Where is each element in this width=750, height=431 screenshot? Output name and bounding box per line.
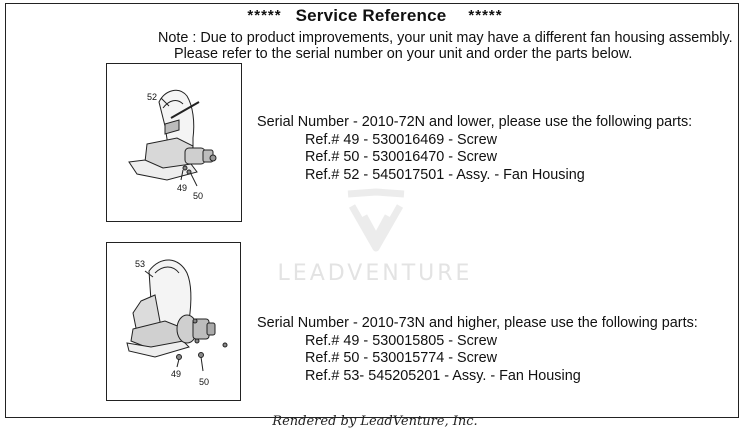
callout-49-b: 49 (171, 369, 182, 379)
fan-housing-diagram-old (106, 63, 242, 222)
part-row: Ref.# 49 - 530016469 - Screw (305, 131, 497, 148)
fan-housing-diagram-new (106, 242, 241, 401)
part-row: Ref.# 50 - 530016470 - Screw (305, 149, 497, 165)
callout-49-a: 49 (177, 183, 188, 193)
footer-credit: Rendered by LeadVenture, Inc. (272, 414, 478, 429)
serial-heading-old: Serial Number - 2010-72N and lower, please use the following parts: (257, 114, 693, 130)
serial-heading-new: Serial Number - 2010-73N and higher, please use the following parts: (257, 315, 698, 331)
parts-list-old (257, 114, 692, 184)
part-row: Ref.# 52 - 545017501 - Assy. - Fan Housing (305, 166, 585, 183)
callout-50-b: 50 (199, 377, 210, 387)
note-line-2: Please refer to the serial number on your unit and order the parts below. (174, 46, 633, 62)
watermark-text: LEADVENTURE (277, 261, 473, 286)
fan-housing-illustration-old (107, 64, 243, 223)
title-text: Service Reference (295, 6, 447, 25)
callout-52: 52 (147, 92, 158, 102)
title-stars-left: ***** (247, 7, 282, 24)
part-row: Ref.# 50 - 530015774 - Screw (305, 350, 497, 366)
page-title (0, 6, 750, 26)
title-stars-right: ***** (468, 7, 503, 24)
parts-list-new (257, 315, 698, 385)
callout-53: 53 (135, 259, 146, 269)
note-line-1: Note : Due to product improvements, your unit may have a different fan housing assembly. (158, 30, 733, 46)
part-row: Ref.# 53- 545205201 - Assy. - Fan Housing (305, 367, 581, 384)
callout-50-a: 50 (193, 191, 204, 201)
fan-housing-illustration-new (107, 243, 242, 402)
part-row: Ref.# 49 - 530015805 - Screw (305, 332, 497, 349)
